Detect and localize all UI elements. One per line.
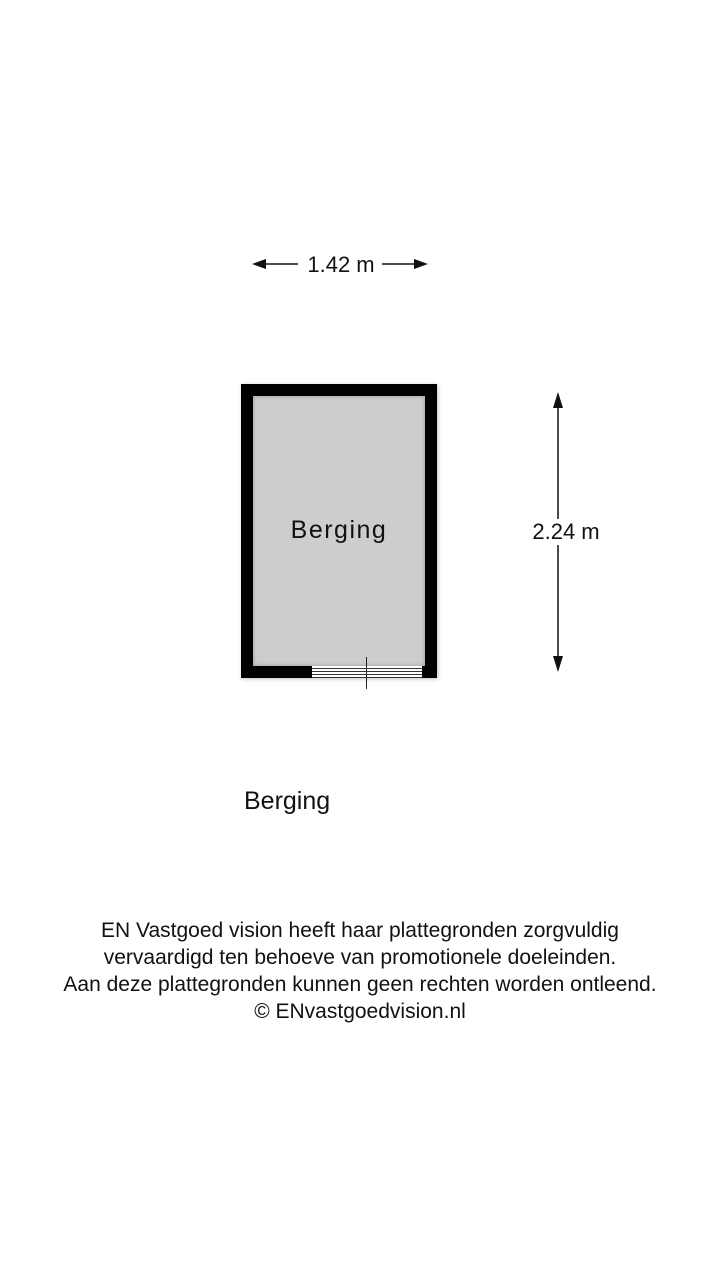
width-label: 1.42 m: [307, 252, 375, 277]
plan-title: Berging: [244, 787, 331, 815]
disclaimer-line: Aan deze plattegronden kunnen geen rechten worden ontleend.: [63, 973, 657, 996]
room-label: Berging: [290, 516, 388, 544]
disclaimer-line: EN Vastgoed vision heeft haar plattegronden zorgvuldig: [101, 919, 619, 942]
length-dimension: [532, 392, 620, 672]
door-marker: [366, 657, 367, 689]
disclaimer-line: vervaardigd ten behoeve van promotionele doeleinden.: [103, 946, 617, 969]
length-label: 2.24 m: [520, 519, 612, 545]
copyright-line: © ENvastgoedvision.nl: [254, 1000, 466, 1023]
width-dimension: [252, 250, 428, 280]
disclaimer: [0, 917, 720, 1025]
room-berging: [241, 384, 437, 678]
door-window-opening: [312, 666, 422, 678]
